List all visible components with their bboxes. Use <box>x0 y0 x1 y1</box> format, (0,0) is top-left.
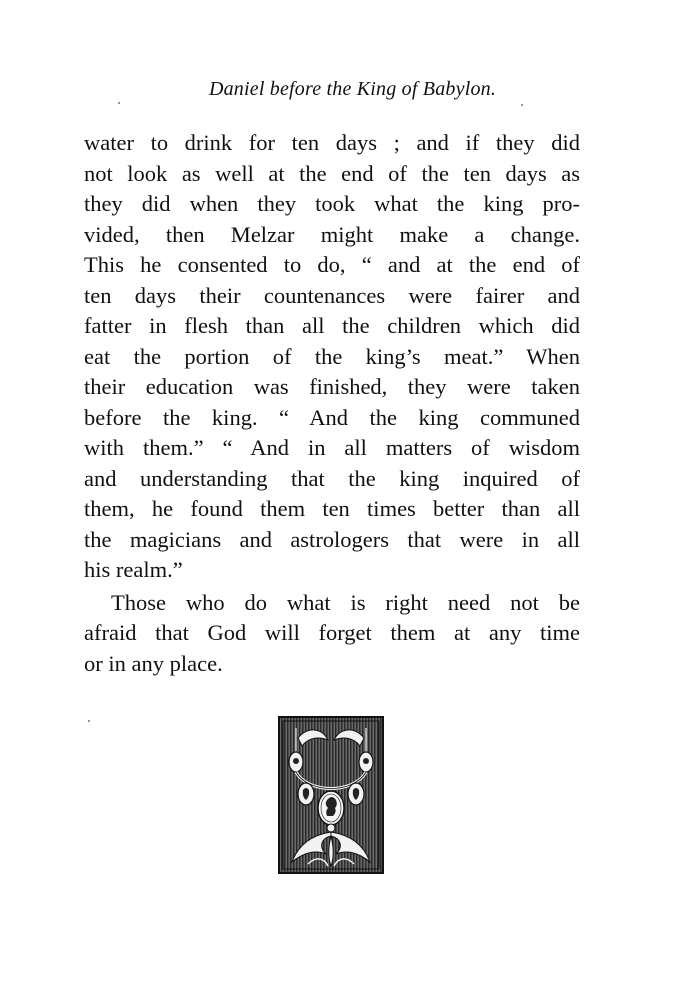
text-line: the magicians and astrologers that were in all <box>84 526 580 552</box>
text-line: with them.” “ And in all matters of wisdom <box>84 435 580 460</box>
running-head-text: Daniel before the King of Babylon. <box>208 78 497 100</box>
print-speck <box>88 720 90 722</box>
text-line: This he consented to do, “ and at the end of <box>84 252 580 277</box>
running-head <box>0 78 673 101</box>
print-speck <box>521 104 523 106</box>
text-line: water to drink for ten days ; and if they did <box>84 130 580 155</box>
print-speck <box>118 102 120 104</box>
text-line: afraid that God will forget them at any time <box>84 620 580 645</box>
text-line: Those who do what is right need not be <box>111 589 580 615</box>
text-line: vided, then Melzar might make a change. <box>84 221 580 247</box>
floral-cameo-ornament-icon <box>278 716 384 874</box>
text-line: his realm.” <box>84 557 183 582</box>
text-line: eat the portion of the king’s meat.” When <box>84 343 580 369</box>
paragraph-1 <box>84 128 580 586</box>
text-line: not look as well at the end of the ten days as <box>84 160 580 186</box>
text-line: their education was finished, they were taken <box>84 374 580 399</box>
text-line: or in any place. <box>84 650 223 676</box>
text-line: ten days their countenances were fairer and <box>84 282 580 308</box>
text-line: them, he found them ten times better than all <box>84 496 580 521</box>
body-text <box>84 128 580 679</box>
paragraph-2 <box>84 588 580 680</box>
text-line: and understanding that the king inquired of <box>84 465 580 491</box>
text-line: before the king. “ And the king communed <box>84 404 580 430</box>
text-line: they did when they took what the king pro- <box>84 191 580 216</box>
text-line: fatter in flesh than all the children which did <box>84 313 580 338</box>
